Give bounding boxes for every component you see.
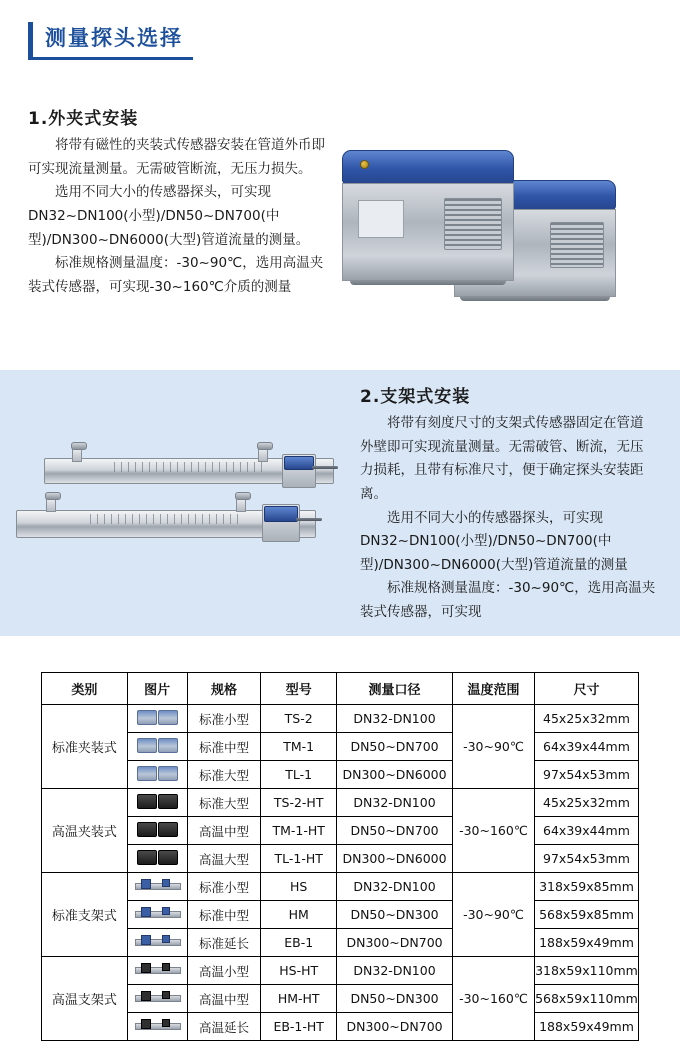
col-image: 图片 xyxy=(127,673,187,705)
rail-post xyxy=(72,446,82,462)
clamp-sensor-ht-icon xyxy=(134,847,180,867)
section1-paragraph-3: 标准规格测量温度：-30~90℃，选用高温夹装式传感器，可实现-30~160℃介质的测量 xyxy=(28,255,324,295)
group-temperature: -30~90℃ xyxy=(453,873,535,957)
table-row xyxy=(42,1013,639,1041)
section1-paragraph-1: 将带有磁性的夹装式传感器安装在管道外币即可实现流量测量。无需破管断流，无压力损失。 xyxy=(28,137,325,177)
sensor-vents xyxy=(444,198,502,250)
table-row xyxy=(42,873,639,901)
rail-sensor-ht-icon xyxy=(134,987,180,1007)
row-model: HM-HT xyxy=(261,985,337,1013)
section-bracket-mount xyxy=(0,370,680,636)
table-row xyxy=(42,985,639,1013)
row-spec: 高温大型 xyxy=(187,845,261,873)
row-model: TL-1 xyxy=(261,761,337,789)
rail-sensor-ht-icon xyxy=(134,959,180,979)
row-spec: 标准延长 xyxy=(187,929,261,957)
page-title xyxy=(28,22,193,60)
row-spec: 标准大型 xyxy=(187,761,261,789)
clamp-sensor-ht-icon xyxy=(134,819,180,839)
rail-blue-block xyxy=(264,506,298,522)
rail-post xyxy=(236,496,246,512)
product-thumbnail xyxy=(127,1013,187,1041)
spec-table xyxy=(41,672,639,1041)
row-size: 188x59x49mm xyxy=(534,929,638,957)
row-model: TL-1-HT xyxy=(261,845,337,873)
product-thumbnail xyxy=(127,901,187,929)
row-range: DN50~DN700 xyxy=(337,817,453,845)
row-range: DN300~DN6000 xyxy=(337,845,453,873)
group-temperature: -30~160℃ xyxy=(453,789,535,873)
group-category: 高温支架式 xyxy=(42,957,128,1041)
product-thumbnail xyxy=(127,817,187,845)
table-row xyxy=(42,789,639,817)
row-model: HS xyxy=(261,873,337,901)
row-range: DN300~DN700 xyxy=(337,929,453,957)
row-model: TM-1 xyxy=(261,733,337,761)
row-range: DN32-DN100 xyxy=(337,873,453,901)
row-range: DN50~DN300 xyxy=(337,985,453,1013)
clamp-sensor-ht-icon xyxy=(134,791,180,811)
table-row xyxy=(42,901,639,929)
clamp-sensor-icon xyxy=(134,735,180,755)
group-category: 标准支架式 xyxy=(42,873,128,957)
row-model: TS-2 xyxy=(261,705,337,733)
table-row xyxy=(42,733,639,761)
row-size: 64x39x44mm xyxy=(534,817,638,845)
table-header-row xyxy=(42,673,639,705)
sensor-knob xyxy=(360,160,369,169)
row-range: DN300~DN700 xyxy=(337,1013,453,1041)
spec-table-wrapper xyxy=(41,672,639,1041)
sensor-vents xyxy=(550,222,604,268)
rail-cable xyxy=(296,518,322,521)
group-temperature: -30~90℃ xyxy=(453,705,535,789)
row-range: DN50~DN300 xyxy=(337,901,453,929)
clamp-on-sensor-photo xyxy=(336,132,666,352)
sensor-box-left xyxy=(342,150,514,286)
rail-sensor-front xyxy=(16,492,326,570)
col-model: 型号 xyxy=(261,673,337,705)
table-row xyxy=(42,761,639,789)
row-size: 318x59x85mm xyxy=(534,873,638,901)
sensor-foot xyxy=(350,280,506,285)
col-size: 尺寸 xyxy=(534,673,638,705)
row-range: DN50~DN700 xyxy=(337,733,453,761)
row-range: DN32-DN100 xyxy=(337,957,453,985)
row-size: 97x54x53mm xyxy=(534,761,638,789)
product-thumbnail xyxy=(127,789,187,817)
section2-paragraph-2: 选用不同大小的传感器探头，可实现DN32~DN100(小型)/DN50~DN700(中型)/DN300~DN6000(大型)管道流量的测量 xyxy=(360,509,628,573)
rail-scale xyxy=(90,514,240,524)
rail-sensor-ht-icon xyxy=(134,1015,180,1035)
section2-paragraph-3: 标准规格测量温度：-30~90℃，选用高温夹装式传感器，可实现 xyxy=(360,580,656,620)
group-category: 高温夹装式 xyxy=(42,789,128,873)
row-size: 568x59x110mm xyxy=(534,985,638,1013)
section1-paragraph-2: 选用不同大小的传感器探头，可实现DN32~DN100(小型)/DN50~DN700(中型)/DN300~DN6000(大型)管道流量的测量。 xyxy=(28,184,310,248)
product-thumbnail xyxy=(127,761,187,789)
rail-sensor-icon xyxy=(134,931,180,951)
row-size: 45x25x32mm xyxy=(534,705,638,733)
row-spec: 高温小型 xyxy=(187,957,261,985)
rail-post xyxy=(46,496,56,512)
row-size: 318x59x110mm xyxy=(534,957,638,985)
row-size: 188x59x49mm xyxy=(534,1013,638,1041)
section2-body xyxy=(360,412,656,625)
col-category: 类别 xyxy=(42,673,128,705)
section2-paragraph-1: 将带有刻度尺寸的支架式传感器固定在管道外壁即可实现流量测量。无需破管、断流，无压力损耗，且带有标准尺寸，便于确定探头安装距离。 xyxy=(360,415,644,502)
group-category: 标准夹装式 xyxy=(42,705,128,789)
col-temperature: 温度范围 xyxy=(453,673,535,705)
rail-cable xyxy=(312,466,338,469)
col-range: 测量口径 xyxy=(337,673,453,705)
group-temperature: -30~160℃ xyxy=(453,957,535,1041)
sensor-foot xyxy=(460,296,610,301)
row-range: DN32-DN100 xyxy=(337,789,453,817)
sensor-label xyxy=(358,200,404,238)
rail-blue-block xyxy=(284,456,314,470)
row-range: DN300~DN6000 xyxy=(337,761,453,789)
rail-sensor-icon xyxy=(134,903,180,923)
row-spec: 高温中型 xyxy=(187,985,261,1013)
product-thumbnail xyxy=(127,733,187,761)
row-model: TS-2-HT xyxy=(261,789,337,817)
table-row xyxy=(42,817,639,845)
table-row xyxy=(42,705,639,733)
table-row xyxy=(42,929,639,957)
row-size: 97x54x53mm xyxy=(534,845,638,873)
row-range: DN32-DN100 xyxy=(337,705,453,733)
product-thumbnail xyxy=(127,985,187,1013)
row-model: EB-1-HT xyxy=(261,1013,337,1041)
section1-heading: 1.外夹式安装 xyxy=(28,109,139,129)
product-thumbnail xyxy=(127,957,187,985)
section1-body xyxy=(28,134,328,299)
row-size: 64x39x44mm xyxy=(534,733,638,761)
page-title-text: 测量探头选择 xyxy=(45,26,183,50)
table-row xyxy=(42,957,639,985)
row-model: HM xyxy=(261,901,337,929)
row-spec: 高温延长 xyxy=(187,1013,261,1041)
rail-sensor-icon xyxy=(134,875,180,895)
row-size: 568x59x85mm xyxy=(534,901,638,929)
clamp-sensor-icon xyxy=(134,763,180,783)
table-row xyxy=(42,845,639,873)
product-thumbnail xyxy=(127,845,187,873)
product-thumbnail xyxy=(127,705,187,733)
row-model: TM-1-HT xyxy=(261,817,337,845)
product-thumbnail xyxy=(127,929,187,957)
product-thumbnail xyxy=(127,873,187,901)
row-model: HS-HT xyxy=(261,957,337,985)
row-spec: 标准大型 xyxy=(187,789,261,817)
row-spec: 标准中型 xyxy=(187,733,261,761)
row-spec: 标准小型 xyxy=(187,705,261,733)
row-spec: 标准中型 xyxy=(187,901,261,929)
section2-heading: 2.支架式安装 xyxy=(360,387,471,407)
col-spec: 规格 xyxy=(187,673,261,705)
bracket-sensor-photo xyxy=(10,430,350,610)
row-size: 45x25x32mm xyxy=(534,789,638,817)
row-model: EB-1 xyxy=(261,929,337,957)
section-clamp-on xyxy=(0,92,680,364)
rail-scale xyxy=(114,462,264,472)
rail-post xyxy=(258,446,268,462)
row-spec: 标准小型 xyxy=(187,873,261,901)
clamp-sensor-icon xyxy=(134,707,180,727)
row-spec: 高温中型 xyxy=(187,817,261,845)
